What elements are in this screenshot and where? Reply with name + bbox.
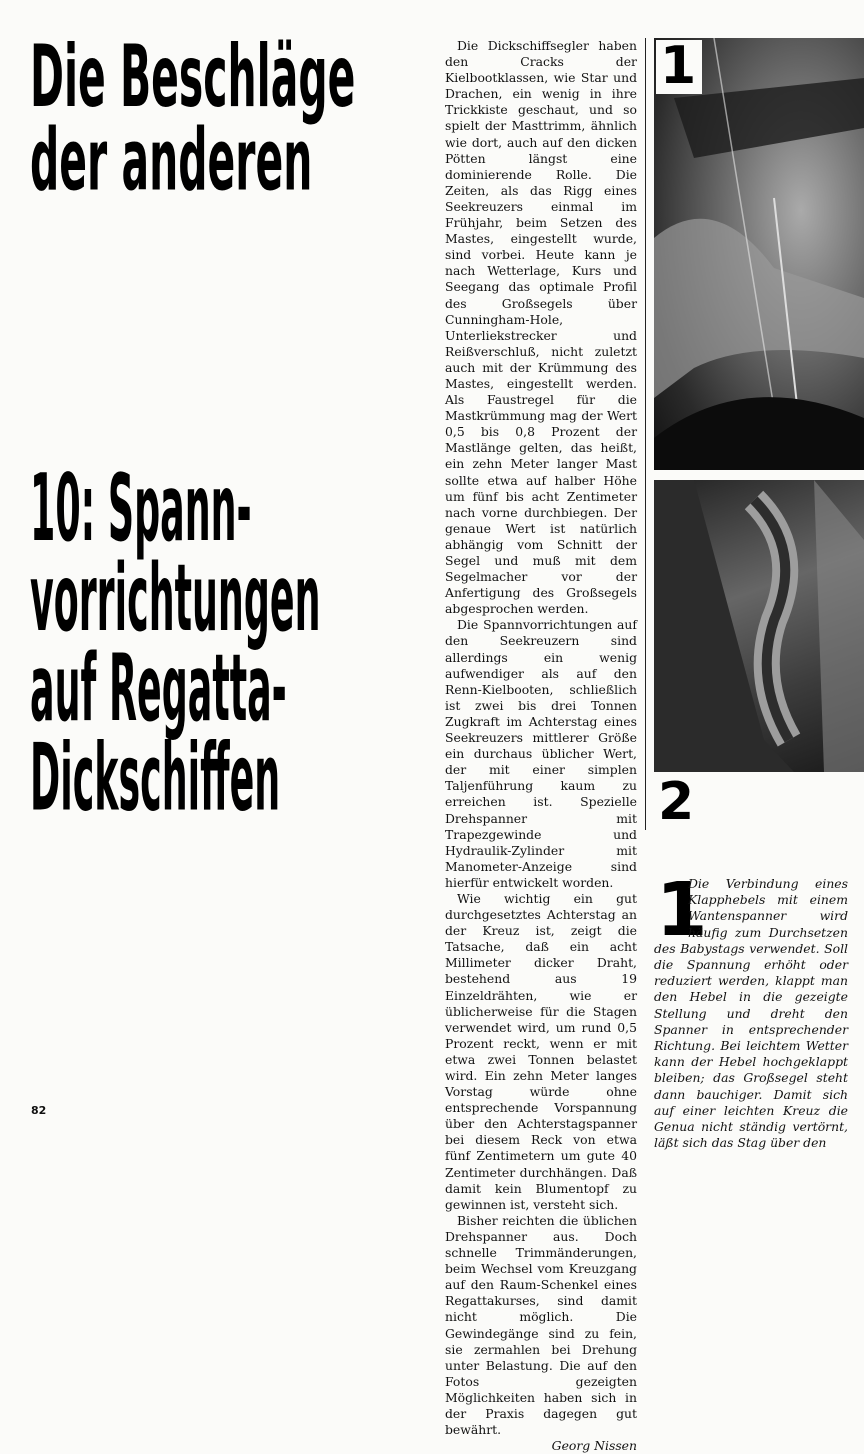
article-paragraph-2: Die Spannvorrichtungen auf den Seekreuzern sind allerdings ein wenig aufwendiger als auf den Renn-Kielbooten, schließlich ist zwei bis drei Tonnen Zugkraft im Achterstag eines Seekreuzers mittlerer Größe ein durchaus üblicher Wert, der mit einer simplen Taljenführung kaum zu erreichen ist. Spezielle Drehspanner mit Trapezgewinde und Hydraulik-Zylinder mit Manometer-Anzeige sind hierfür entwickelt worden. xyxy=(445,617,637,890)
photo-lever-turnbuckle xyxy=(654,38,864,470)
headline-main-line-3: auf Regatta- xyxy=(30,633,287,742)
photo-2-shapes xyxy=(654,480,864,772)
photo-caption xyxy=(654,876,848,1151)
photo-1-shapes xyxy=(654,38,864,470)
article-paragraph-3: Wie wichtig ein gut durchgesetztes Achterstag an der Kreuz ist, zeigt die Tatsache, daß ein acht Millimeter dicker Draht, bestehend aus 19 Einzeldrähten, wie er üblicherweise für die Stagen verwendet wird, um rund 0,5 Prozent reckt, wenn er mit etwa zwei Tonnen belastet wird. Ein zehn Meter langes Vorstag würde ohne entsprechende Vorspannung über den Achterstagspanner bei diesem Reck von etwa fünf Zentimetern um gute 40 Zentimeter durchhängen. Daß damit kein Blumentopf zu gewinnen ist, versteht sich. xyxy=(445,890,637,1212)
article-paragraph-1: Die Dickschiffsegler haben den Cracks der Kielbootklassen, wie Star und Drachen, ein wenig in ihre Trickkiste geschaut, und so spielt der Masttrimm, ähnlich wie dort, auch auf den dicken Pötten längst eine dominierende Rolle. Die Zeiten, als das Rigg eines Seekreuzers einmal im Frühjahr, beim Setzen des Mastes, eingestellt wurde, sind vorbei. Heute kann je nach Wetterlage, Kurs und Seegang das optimale Profil des Großsegels über Cunningham-Hole, Unterliekstrecker und Reißverschluß, nicht zuletzt auch mit der Krümmung des Mastes, eingestellt werden. Als Faustregel für die Mastkrümmung mag der Wert 0,5 bis 0,8 Prozent der Mastlänge gelten, das heißt, ein zehn Meter langer Mast sollte etwa auf halber Höhe um fünf bis acht Zentimeter nach vorne durchbiegen. Der genaue Wert ist natürlich abhängig vom Schnitt der Segel und muß mit dem Segelmacher vor der Anfertigung des Großsegels abgesprochen werden. xyxy=(445,38,637,617)
headline-top-line-1: Die Beschläge xyxy=(30,26,356,127)
photo-hydraulic-tensioner xyxy=(654,480,864,772)
article-paragraph-4: Bisher reichten die üblichen Drehspanner aus. Doch schnelle Trimmänderungen, beim Wechsel vom Kreuzgang auf den Raum-Schenkel eines Regattakurses, sind damit nicht möglich. Die Gewindegänge sind zu fein, sie zermahlen bei Drehung unter Belastung. Die auf den Fotos gezeigten Möglichkeiten haben sich in der Praxis dagegen gut bewährt. xyxy=(445,1212,637,1438)
headline-main xyxy=(30,454,321,832)
headline-main-line-1: 10: Spann- xyxy=(30,454,252,563)
headline-top-line-2: der anderen xyxy=(30,110,313,211)
caption-number: 1 xyxy=(656,867,708,953)
article-column xyxy=(445,38,637,1454)
author-signature: Georg Nissen xyxy=(551,1438,637,1454)
headline-top xyxy=(30,26,356,211)
photo-1-number: 1 xyxy=(656,40,702,94)
caption-text: Die Verbindung eines Klapphebels mit einem Wantenspanner wird häufig zum Durchsetzen des Babystags verwendet. Soll die Spannung erhöht oder reduziert werden, klappt man den Hebel in die gezeigte Stellung und dreht den Spanner in entsprechender Richtung. Bei leichtem Wetter kann der Hebel hochgeklappt bleiben; das Großsegel steht dann bauchiger. Damit sich auf einer leichten Kreuz die Genua nicht ständig vertörnt, läßt sich das Stag über den xyxy=(654,876,848,1151)
photo-2-number: 2 xyxy=(658,772,695,832)
page-number: 82 xyxy=(31,1104,47,1117)
column-divider xyxy=(645,38,646,830)
headline-main-line-4: Dickschiffen xyxy=(30,723,281,832)
headline-main-line-2: vorrichtungen xyxy=(30,544,321,653)
